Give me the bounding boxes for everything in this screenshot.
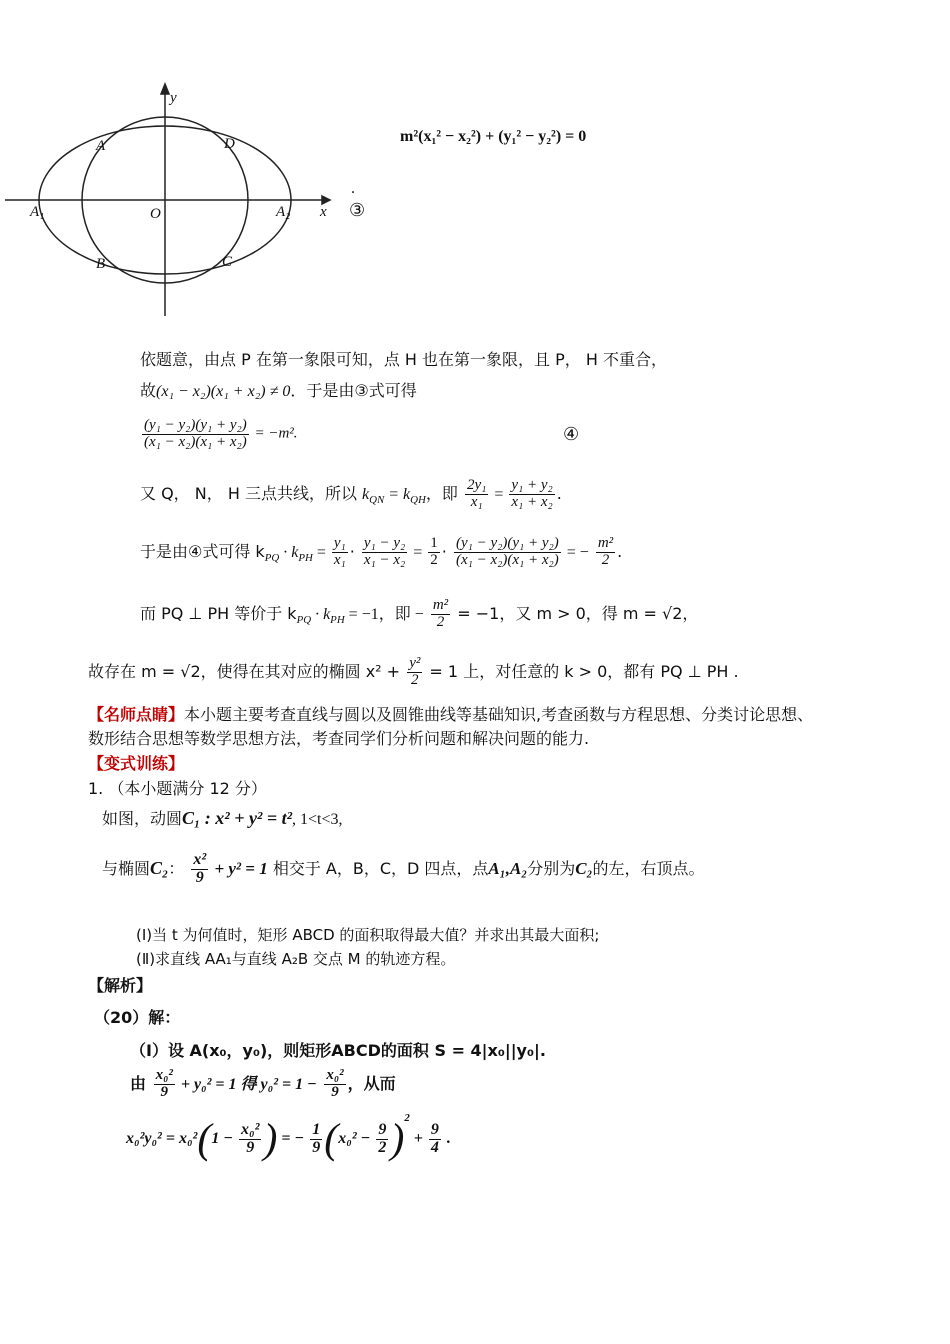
paragraph-collinear: 又 Q， N， H 三点共线，所以 $k_{QN} = k_{QH}$，即 $\frac{\text{2y₁}}{\text{x₁}}$ = $\frac{\text{y₁ + y₂}}{\text{x₁ + x₂}}$ .	[140, 477, 562, 510]
equation-3-dot: .	[351, 180, 355, 197]
question-1-part-1: (Ⅰ)当 t 为何值时，矩形 ABCD 的面积取得最大值？并求出其最大面积;	[136, 926, 600, 944]
paragraph-condition: 依题意，由点 P 在第一象限可知，点 H 也在第一象限，且 P， H 不重合，	[140, 350, 667, 369]
equation-3: m²(x₁² − x₂²) + (y₁² − y₂²) = 0	[400, 128, 587, 145]
solution-step-3: x₀²y₀² = x₀²(1 − $\frac{\text{x₀²}}{9}$ ) = − $\frac{1}{9}$ (x₀² − $\frac{9}{2}$ )$^2$ + $\frac{9}{4}$ .	[126, 1112, 451, 1163]
label-A2: A₂	[276, 204, 291, 220]
question-1-line-1: 如图，动圆C₁ : x² + y² = t², 1<t<3,	[102, 808, 343, 828]
label-y: y	[170, 90, 177, 106]
ellipse-circle-figure	[0, 80, 345, 320]
label-O: O	[150, 206, 161, 222]
solution-step-2: 由 $\frac{\text{x₀²}}{9}$ + y₀² = 1 得 y₀² = 1 − $\frac{\text{x₀²}}{9}$ ，从而	[130, 1067, 396, 1100]
question-1-part-2: (Ⅱ)求直线 AA₁与直线 A₂B 交点 M 的轨迹方程。	[136, 950, 456, 968]
equation-3-mark: ③	[349, 200, 366, 221]
paragraph-conclusion: 故存在 m = √2，使得在其对应的椭圆 x² + $\frac{\text{y²}}{2}$ = 1 上，对任意的 k > 0，都有 PQ ⊥ PH .	[88, 655, 739, 688]
label-A: A	[96, 138, 106, 154]
review-line-1: 【名师点睛】本小题主要考查直线与圆以及圆锥曲线等基础知识,考查函数与方程思想、分类讨论思想、	[88, 705, 814, 724]
label-A1: A₁	[30, 204, 45, 220]
x-axis-arrow	[322, 196, 330, 204]
question-1-line-2: 与椭圆C₂： $\frac{\text{x²}}{9}$ + y² = 1 相交于 A，B，C，D 四点，点A₁,A₂分别为C₂的左，右顶点。	[102, 851, 705, 886]
paragraph-nonzero: 故(x₁ − x₂)(x₁ + x₂) ≠ 0．于是由③式可得	[140, 381, 417, 400]
solution-step-1: （Ⅰ）设 A(x₀，y₀)，则矩形ABCD的面积 S = 4|x₀||y₀|.	[130, 1041, 546, 1060]
label-B: B	[96, 256, 106, 272]
solution-head: （20）解：	[94, 1008, 181, 1027]
equation-4-mark: ④	[563, 424, 580, 445]
paragraph-perpendicular: 而 PQ ⊥ PH 等价于 $k_{PQ} \cdot k_{PH} = -1$，即 − $\frac{\text{m²}}{2}$ = −1，又 m > 0，得 m = √2，	[140, 597, 699, 630]
label-C: C	[222, 254, 233, 270]
variant-tag: 【变式训练】	[88, 754, 185, 773]
label-D: D	[224, 136, 235, 152]
y-axis-arrow	[161, 84, 169, 94]
review-tag: 【名师点睛】	[88, 705, 185, 724]
equation-4: $\frac{\text{(y₁ − y₂)(y₁ + y₂)}}{\text{(x₁ − x₂)(x₁ + x₂)}}$ = −m².	[144, 417, 298, 450]
paragraph-slope-product: 于是由④式可得 $k_{PQ} \cdot k_{PH}$ = $\frac{\text{y₁}}{\text{x₁}}$ · $\frac{\text{y₁ − y₂}}{\text{x₁ − x₂}}$ = $\frac{1}{2}$ · $\frac{\text{(y₁ − y₂)(y₁ + y₂)}}{\text{(x₁ − x₂)(x₁ + x₂)}}$ = − $\frac{\text{m²}}{2}$ .	[140, 535, 623, 568]
label-x: x	[320, 204, 327, 220]
analysis-tag: 【解析】	[88, 976, 153, 995]
review-line-2: 数形结合思想等数学思想方法，考查同学们分析问题和解决问题的能力.	[88, 729, 590, 748]
question-1-header: 1. （本小题满分 12 分）	[88, 779, 267, 798]
